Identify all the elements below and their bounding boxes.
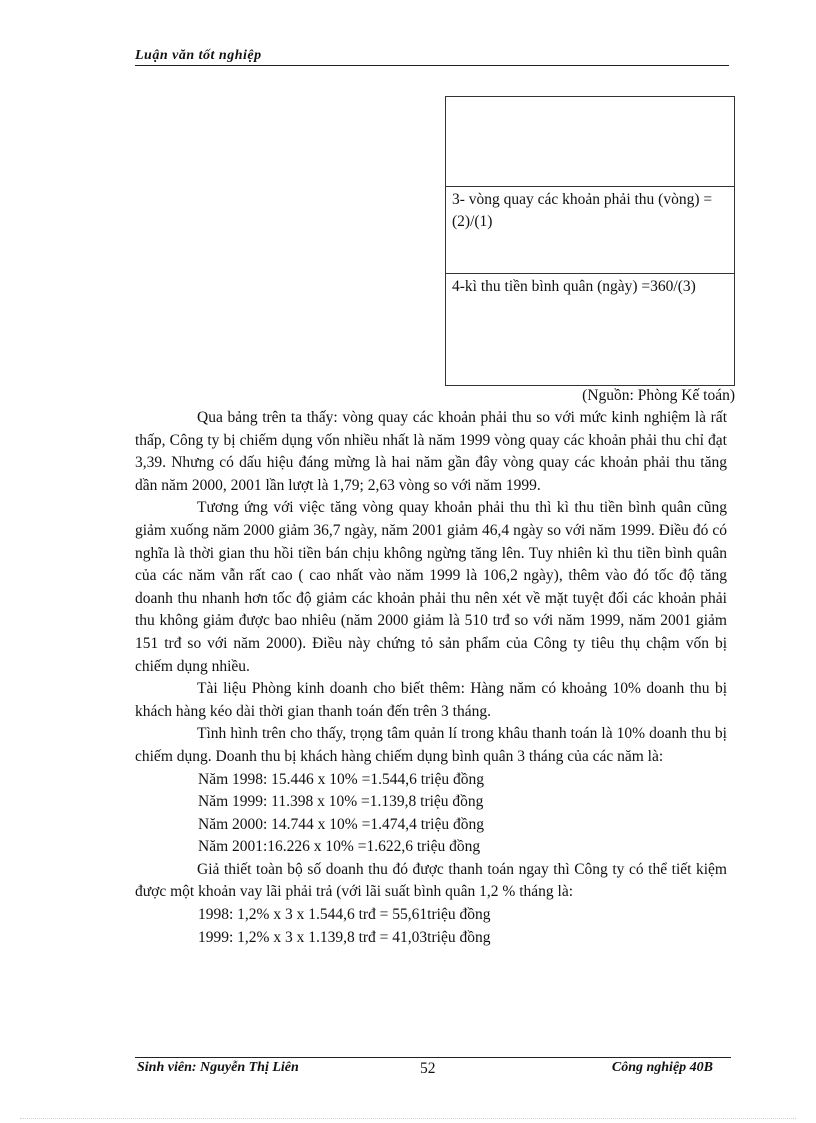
paragraph: Tình hình trên cho thấy, trọng tâm quản lí trong khâu thanh toán là 10% doanh thu bị chiếm dụng. Doanh thu bị khách hàng chiếm dụng bình quân 3 tháng của các năm là: [135, 725, 727, 765]
paragraph: Tương ứng với việc tăng vòng quay khoản phải thu thì kì thu tiền bình quân cũng giảm xuống năm 2000 giảm 36,7 ngày, năm 2001 giảm 46,4 ngày so với năm 1999. Điều đó có nghĩa là thời gian thu hồi tiền bán chịu không ngừng tăng lên. Tuy nhiên kì thu tiền bình quân của các năm vẫn rất cao ( cao nhất vào năm 1999 là 106,2 ngày), thêm vào đó tốc độ tăng doanh thu nhanh hơn tốc độ giảm các khoản phải thu nên xét về mặt tuyệt đối các khoản phải thu không giảm được bao nhiêu (năm 2000 giảm là 510 trđ so với năm 1999, năm 2001 giảm 151 trđ so với năm 2000). Điều này chứng tỏ sản phẩm của Công ty tiêu thụ chậm vốn bị chiếm dụng nhiều. [135, 499, 727, 675]
footer-class: Công nghiệp 40B [611, 1060, 713, 1075]
revenue-line: Năm 2000: 14.744 x 10% =1.474,4 triệu đồng [198, 815, 484, 833]
paragraph: Giả thiết toàn bộ số doanh thu đó được thanh toán ngay thì Công ty có thể tiết kiệm được một khoản vay lãi phải trả (với lãi suất bình quân 1,2 % tháng là: [135, 860, 727, 901]
revenue-line: Năm 1999: 11.398 x 10% =1.139,8 triệu đồng [198, 793, 484, 811]
indicator-table [445, 96, 735, 386]
page-number: 52 [420, 1060, 436, 1077]
page-edge-dots [20, 1118, 796, 1119]
paragraph: Tài liệu Phòng kinh doanh cho biết thêm: Hàng năm có khoảng 10% doanh thu bị khách hàng kéo dài thời gian thanh toán đến trên 3 tháng. [135, 680, 727, 720]
header-title: Luận văn tốt nghiệp [135, 48, 262, 63]
table-row-collection-period: 4-kì thu tiền bình quân (ngày) =360/(3) [452, 278, 696, 295]
body-text [135, 407, 727, 949]
table-row [446, 97, 734, 187]
header-divider [135, 65, 729, 66]
interest-line: 1998: 1,2% x 3 x 1.544,6 trđ = 55,61triệu đồng [198, 906, 491, 924]
source-note: (Nguồn: Phòng Kế toán) [582, 387, 735, 404]
revenue-line: Năm 2001:16.226 x 10% =1.622,6 triệu đồng [198, 838, 481, 856]
table-row-receivables-turnover: 3- vòng quay các khoản phải thu (vòng) = (2)/(1) [446, 187, 734, 274]
footer-divider [135, 1057, 731, 1058]
paragraph: Qua bảng trên ta thấy: vòng quay các khoản phải thu so với mức kinh nghiệm là rất thấp, Công ty bị chiếm dụng vốn nhiều nhất là năm 1999 vòng quay các khoản phải thu chỉ đạt 3,39. Nhưng có dấu hiệu đáng mừng là hai năm gần đây vòng quay các khoản phải thu tăng dần năm 2000, 2001 lần lượt là 1,79; 2,63 vòng so với năm 1999. [135, 409, 727, 494]
page-footer [135, 1060, 731, 1080]
footer-student: Sinh viên: Nguyễn Thị Liên [137, 1060, 299, 1075]
interest-line: 1999: 1,2% x 3 x 1.139,8 trđ = 41,03triệu đồng [198, 928, 491, 946]
revenue-line: Năm 1998: 15.446 x 10% =1.544,6 triệu đồng [198, 770, 484, 788]
